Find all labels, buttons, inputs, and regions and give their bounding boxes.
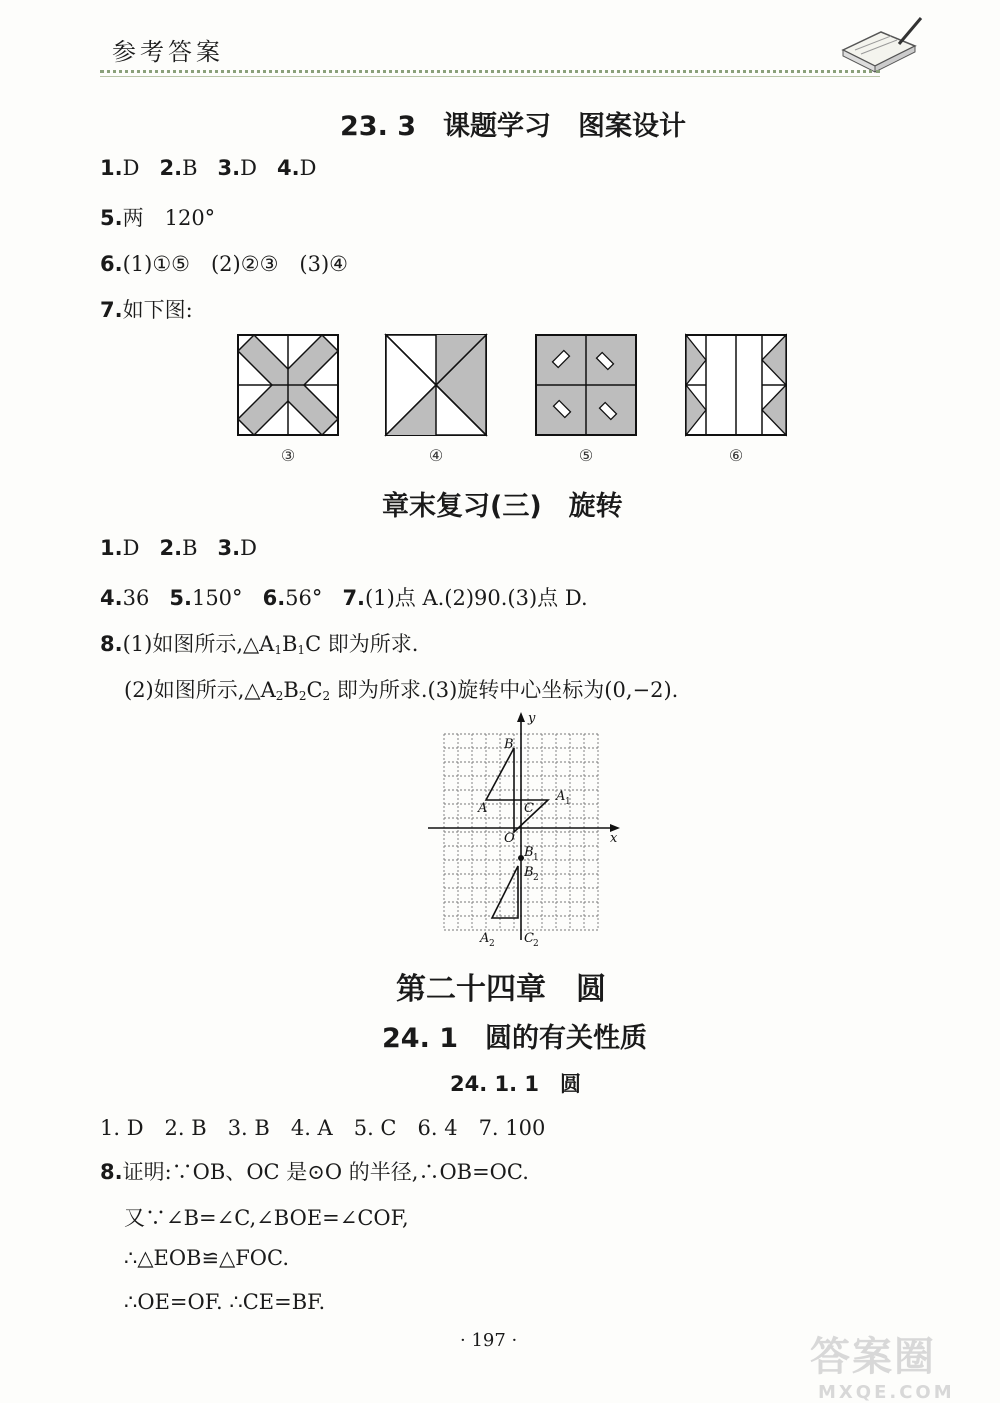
watermark: [810, 1325, 955, 1403]
figure-caption: ③: [280, 446, 296, 465]
label-C: C: [524, 801, 534, 816]
text: C 即为所求.: [305, 632, 419, 656]
notebook-pen-icon: [835, 10, 925, 76]
answer-6: 6.(1)①⑤ (2)②③ (3)④: [100, 252, 348, 276]
rotation-coordinate-graph: [420, 708, 630, 948]
label-A1: A: [556, 789, 566, 804]
label-A2: A: [480, 931, 490, 946]
text: (2)如图所示,△A: [124, 678, 276, 702]
text: 即为所求.(3)旋转中心坐标为(0,−2).: [330, 678, 679, 702]
answer: D: [122, 536, 140, 560]
answer-5: 5.两 120°: [100, 206, 216, 230]
answer: B: [182, 536, 198, 560]
sub-2: 2: [489, 939, 495, 948]
answer-6-text: (1)①⑤ (2)②③ (3)④: [122, 252, 348, 276]
q-num: 4.: [277, 156, 300, 180]
answer: D: [240, 156, 257, 180]
header-rule: [100, 70, 880, 73]
review-answer-8a: 8.(1)如图所示$,\triangle A_1B_1C$ 即为所求.: [100, 632, 419, 657]
label-B1: B: [524, 845, 534, 860]
answer: 150°: [191, 586, 243, 610]
watermark-text: 答案圈: [810, 1334, 936, 1380]
header-rule-thin: [100, 76, 880, 77]
answer-7: 7.如下图:: [100, 298, 193, 322]
label-B2: B: [524, 865, 534, 880]
label-B: B: [504, 737, 514, 752]
answer: D: [240, 536, 257, 560]
pattern-figure-6: [684, 333, 788, 437]
label-C2: C: [524, 931, 534, 946]
pattern-figure-5: [534, 333, 638, 437]
answer: 36: [122, 586, 150, 610]
figure-caption: ⑥: [728, 446, 744, 465]
review-answers-1-3: 1.D 2.B 3.D: [100, 536, 257, 560]
answer: D: [122, 156, 140, 180]
answer-7-text: 如下图:: [122, 298, 193, 322]
proof-line-1: 8.证明:∵OB、OC 是⊙O 的半径,∴OB=OC.: [100, 1160, 529, 1184]
review-answers-4-7: 4.36 5.150° 6.56° 7.(1)点 A.(2)90.(3)点 D.: [100, 586, 588, 610]
sub-1: 1: [533, 853, 539, 863]
proof-line-3: ∴△EOB≌△FOC.: [124, 1246, 290, 1270]
sub-2: 2: [533, 939, 539, 948]
sub-1: 1: [565, 797, 571, 807]
pattern-figure-3: [236, 333, 340, 437]
answer: D: [299, 156, 317, 180]
answer: 56°: [285, 586, 323, 610]
q-num: 1.: [100, 156, 123, 180]
proof-line-4: ∴OE=OF. ∴CE=BF.: [124, 1290, 326, 1314]
proof-line-2: 又∵∠B=∠C,∠BOE=∠COF,: [124, 1206, 409, 1230]
watermark-url: MXQE.COM: [818, 1382, 955, 1403]
header-label: 参考答案: [112, 38, 224, 66]
answers-1-4: [100, 156, 316, 180]
label-A: A: [478, 801, 488, 816]
section-title-24-1: 24. 1 圆的有关性质: [382, 1023, 648, 1054]
answer: B: [182, 156, 198, 180]
page-number: · 197 ·: [460, 1330, 518, 1351]
chapter-title-24: 第二十四章 圆: [396, 972, 606, 1007]
y-axis-arrow: [517, 712, 525, 722]
circle-answers-1-7: 1. D 2. B 3. B 4. A 5. C 6. 4 7. 100: [100, 1116, 546, 1140]
figure-caption: ④: [428, 446, 444, 465]
figure-caption: ⑤: [578, 446, 594, 465]
q-num: 2.: [159, 156, 183, 180]
label-y: y: [528, 711, 536, 726]
pattern-figure-4: [384, 333, 488, 437]
answer: (1)点 A.(2)90.(3)点 D.: [365, 586, 588, 610]
sub-2: 2: [533, 873, 539, 883]
label-x: x: [610, 831, 618, 846]
section-title-review-3: 章末复习(三) 旋转: [382, 491, 623, 522]
text: 证明:∵OB、OC 是⊙O 的半径,∴OB=OC.: [122, 1160, 529, 1184]
answer-5-text: 两 120°: [122, 206, 216, 230]
label-O: O: [504, 831, 515, 846]
review-answer-8b: (2)如图所示$,\triangle A_2B_2C_2$ 即为所求.(3)旋转中心坐标为(0,−2).: [124, 678, 679, 703]
q-num: 3.: [217, 156, 241, 180]
section-title-23-3: 23. 3 课题学习 图案设计: [340, 111, 687, 142]
subsection-title-24-1-1: 24. 1. 1 圆: [450, 1072, 582, 1096]
text: (1)如图所示,△A: [122, 632, 275, 656]
